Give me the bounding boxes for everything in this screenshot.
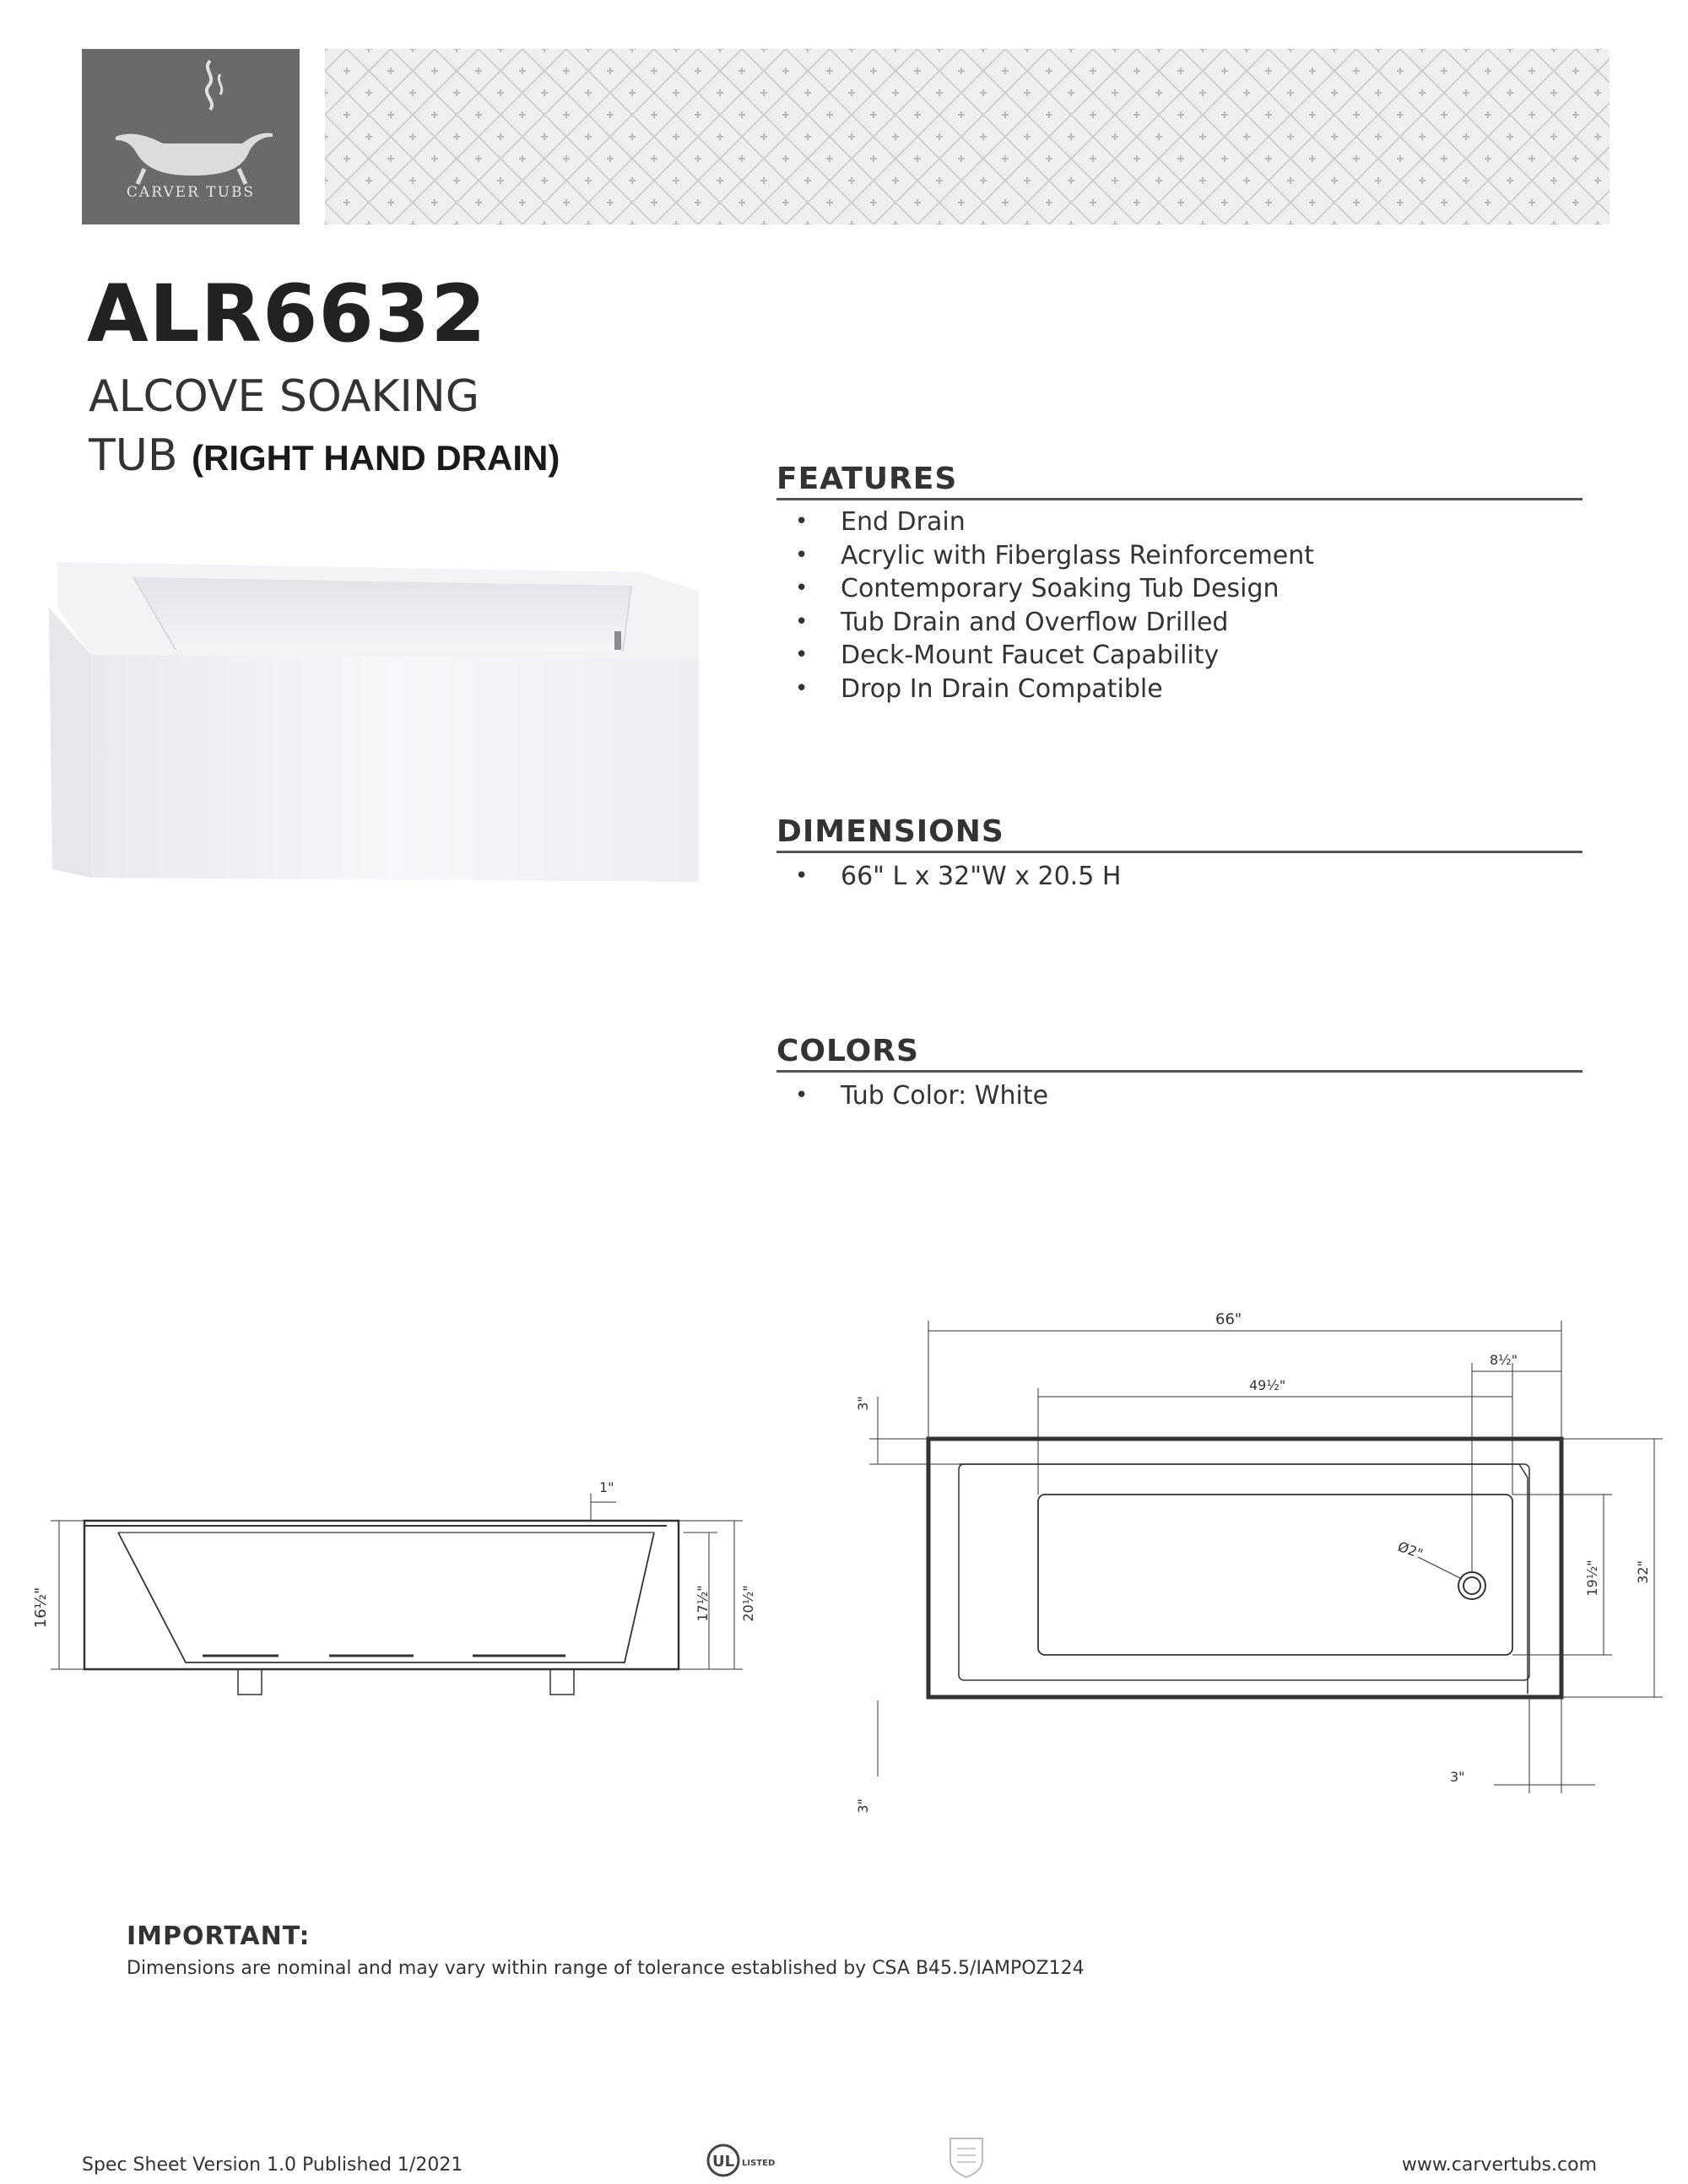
ul-listed-logo-icon xyxy=(705,2142,781,2182)
dimensions-list xyxy=(776,860,1582,894)
list-item: • Contemporary Soaking Tub Design xyxy=(795,574,1280,604)
important-title: IMPORTANT: xyxy=(127,1922,311,1951)
features-list xyxy=(776,505,1582,706)
product-subtitle-tub: TUB xyxy=(89,430,178,481)
list-item: • Drop In Drain Compatible xyxy=(795,673,1163,704)
features-section xyxy=(776,462,1582,706)
decorative-pattern-banner xyxy=(325,49,1610,224)
list-item: • End Drain xyxy=(795,507,966,537)
dimension-label: 32" xyxy=(1635,1560,1651,1584)
side-elevation-drawing xyxy=(25,1468,785,1716)
logo-text: CARVER TUBS xyxy=(126,184,256,201)
certification-seal-icon xyxy=(945,2133,987,2184)
product-subtitle-line1: ALCOVE SOAKING xyxy=(89,371,480,422)
dimensions-section xyxy=(776,815,1582,894)
dimension-label: 3" xyxy=(855,1798,871,1814)
important-note xyxy=(127,1922,1085,1979)
dimension-label: 16½" xyxy=(32,1587,50,1629)
dimension-label: 3" xyxy=(855,1396,871,1411)
dimension-label: 3" xyxy=(1450,1769,1465,1785)
dimension-label: 1" xyxy=(599,1479,614,1495)
dimension-label: 19½" xyxy=(1584,1560,1600,1597)
product-subtitle-line2 xyxy=(89,430,560,481)
dimension-label: 20½" xyxy=(740,1585,756,1622)
spec-sheet-version: Spec Sheet Version 1.0 Published 1/2021 xyxy=(82,2154,463,2176)
colors-title: COLORS xyxy=(776,1035,1582,1073)
dimension-label: Ø2" xyxy=(1395,1538,1426,1563)
website-url: www.carvertubs.com xyxy=(1401,2154,1597,2176)
brand-logo xyxy=(82,49,300,224)
list-item: • Deck-Mount Faucet Capability xyxy=(795,641,1220,671)
colors-list xyxy=(776,1079,1582,1113)
svg-text:LISTED: LISTED xyxy=(742,2159,776,2168)
dimension-label: 49½" xyxy=(1249,1377,1286,1393)
dimension-label: 17½" xyxy=(695,1585,711,1622)
important-text: Dimensions are nominal and may vary within range of tolerance established by CSA B45.5/IAMPOZ124 xyxy=(127,1958,1085,1979)
svg-text:UL: UL xyxy=(711,2153,735,2170)
dimension-label: 8½" xyxy=(1490,1352,1518,1368)
dimensions-title: DIMENSIONS xyxy=(776,815,1582,853)
list-item: • 66" L x 32"W x 20.5 H xyxy=(795,862,1122,891)
tub-product-photo xyxy=(49,557,724,889)
features-title: FEATURES xyxy=(776,462,1582,500)
product-drain-orientation: (RIGHT HAND DRAIN) xyxy=(192,438,560,478)
colors-section xyxy=(776,1035,1582,1113)
dimension-label: 66" xyxy=(1215,1311,1242,1328)
list-item: • Tub Color: White xyxy=(795,1081,1049,1111)
list-item: • Tub Drain and Overflow Drilled xyxy=(795,607,1229,637)
plan-view-drawing xyxy=(852,1304,1671,1830)
model-number: ALR6632 xyxy=(87,268,487,360)
list-item: • Acrylic with Fiberglass Reinforcement xyxy=(795,540,1315,570)
